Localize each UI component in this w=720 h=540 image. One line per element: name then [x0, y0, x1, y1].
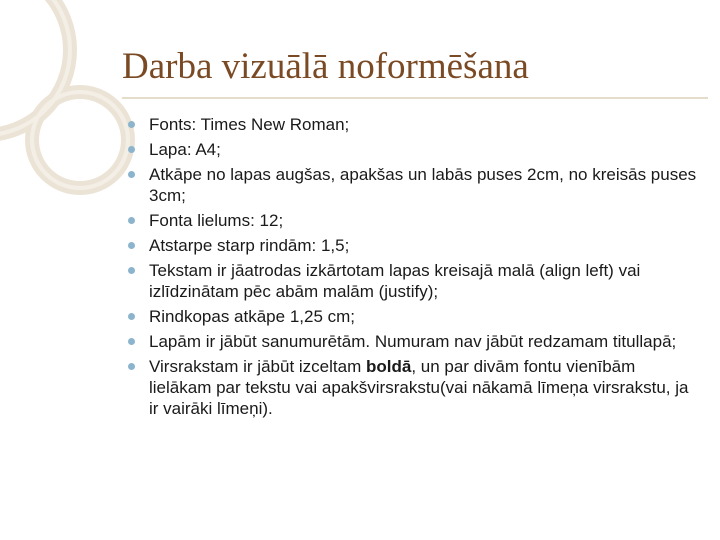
bullet-item [128, 114, 700, 135]
bullet-dot-icon [128, 146, 135, 153]
bullet-dot-icon [128, 217, 135, 224]
title-divider [122, 97, 708, 99]
bullet-item [128, 306, 700, 327]
bullet-item [128, 331, 700, 352]
bullet-item [128, 260, 700, 302]
bullet-text: Lapām ir jābūt sanumurētām. Numuram nav jābūt redzamam titullapā; [149, 332, 677, 351]
bullet-text: Rindkopas atkāpe 1,25 cm; [149, 307, 356, 326]
bullet-item [128, 139, 700, 160]
bullet-dot-icon [128, 267, 135, 274]
bullet-text: Fonta lielums: 12; [149, 211, 284, 230]
bullet-dot-icon [128, 242, 135, 249]
bullet-item [128, 235, 700, 256]
bullet-item [128, 164, 700, 206]
bold-text: boldā [365, 357, 412, 376]
bullet-text: Lapa: A4; [149, 140, 221, 159]
bullet-text: Atkāpe no lapas augšas, apakšas un labās puses 2cm, no kreisās puses 3cm; [149, 165, 697, 205]
bullet-list [128, 114, 700, 423]
bullet-text: Fonts: Times New Roman; [149, 115, 350, 134]
bullet-text: , un par divām fontu vienībām lielākam par tekstu vai apakšvirsrakstu(vai nākamā līmeņa virsrakstu, ja ir vairāki līmeņi). [149, 357, 689, 418]
bullet-dot-icon [128, 171, 135, 178]
bullet-text: Virsrakstam ir jābūt izceltam [149, 357, 366, 376]
bullet-text: Tekstam ir jāatrodas izkārtotam lapas kreisajā malā (align left) vai izlīdzinātam pēc abām malām (justify); [149, 261, 641, 301]
bullet-item [128, 356, 700, 419]
bullet-item [128, 210, 700, 231]
bullet-dot-icon [128, 338, 135, 345]
bullet-text: Atstarpe starp rindām: 1,5; [149, 236, 350, 255]
bullet-dot-icon [128, 363, 135, 370]
bullet-dot-icon [128, 121, 135, 128]
bullet-dot-icon [128, 313, 135, 320]
slide-title: Darba vizuālā noformēšana [122, 46, 529, 87]
decorative-ring-small-highlight [32, 92, 128, 188]
